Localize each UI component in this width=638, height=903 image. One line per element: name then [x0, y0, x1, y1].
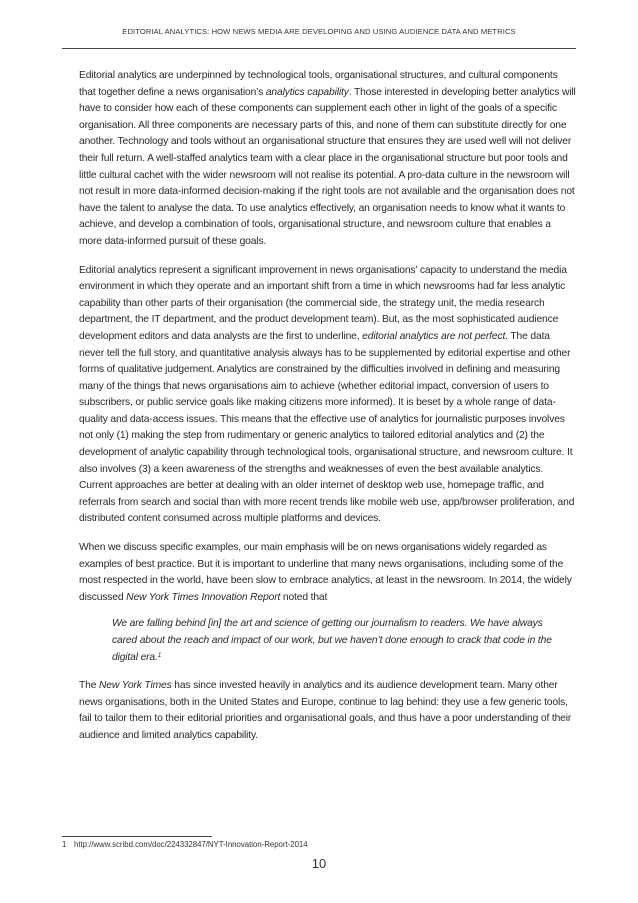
- paragraph-nyt-investment: [79, 678, 576, 744]
- paragraph-editorial-analytics: [79, 263, 576, 529]
- paragraph-text: . The data never tell the full story, and quantitative analysis always has to be supplemented by editorial expertise and other forms of qualitative judgement. Analytics are constrained by the difficulties involved in defining and measuring many of the things that news organisations aim to achieve (whether editorial impact, conversion of users to subscribers, or public service goals like making citizens more informed). It is beset by a whole range of data-quality and data-access issues. This means that the effective use of analytics for journalistic purposes involves not only (1) making the step from rudimentary or generic analytics to tailored editorial analytics and (2) the development of analytic capability through technological tools, organisational structure, and newsroom culture. It also involves (3) a keen awareness of the strengths and weaknesses of even the best available analytics. Current approaches are better at dealing with an older internet of desktop web use, homepage traffic, and referrals from search and social than with more recent trends like mobile web use, app/browser proliferation, and distributed content consumed across multiple platforms and devices.: [79, 330, 575, 525]
- paragraph-analytics-capability: [79, 68, 576, 251]
- emphasis-text: New York Times: [99, 680, 172, 692]
- paragraph-text: When we discuss specific examples, our main emphasis will be on news organisations widely regarded as examples of best practice. But it is important to underline that many news organisations, including some of the most respected in the world, have been slow to embrace analytics, at least in the newsroom. In 2014, the widely discussed: [79, 542, 572, 603]
- running-header: EDITORIAL ANALYTICS: HOW NEWS MEDIA ARE DEVELOPING AND USING AUDIENCE DATA AND METRICS: [122, 27, 516, 36]
- footnote-reference[interactable]: 1: [157, 651, 162, 659]
- emphasis-text: New York Times Innovation Report: [126, 591, 281, 603]
- paragraph-text: has since invested heavily in analytics and its audience development team. Many other news organisations, both in the United States and Europe, continue to lag behind: they use a few generic tools, fail to tailor them to their editorial priorities and organisational goals, and thus have a poor understanding of their audience and limited analytics capability.: [79, 680, 572, 741]
- emphasis-text: analytics capability: [265, 86, 349, 98]
- block-quote: [112, 616, 568, 666]
- body-text: [79, 68, 576, 757]
- paragraph-text: Editorial analytics are underpinned by technological tools, organisational structures, and cultural components that together define a news organisation’s: [79, 70, 558, 98]
- paragraph-text: The: [79, 680, 100, 692]
- paragraph-text: Editorial analytics represent a significant improvement in news organisations’ capacity to understand the media environment in which they operate and an important shift from a time in which newsrooms had far less analytic capability than other parts of their organisation (the commercial side, the strategy unit, the media research department, the IT department, and the product development team). But, as the most sophisticated audience development editors and data analysts are the first to underline,: [79, 264, 567, 342]
- quote-text: We are falling behind [in] the art and science of getting our journalism to readers. We have always cared about the reach and impact of our work, but we haven’t done enough to crack that code in the digital era.: [112, 618, 552, 663]
- paragraph-specific-examples: [79, 540, 576, 606]
- paragraph-text: . Those interested in developing better analytics will have to consider how each of these components can supplement each other in light of the goals of a specific organisation. All three components are necessary parts of this, and none of them can substitute directly for one another. Technology and tools without an organisational structure that ensures they are used well will not deliver their full return. A well-staffed analytics team with a clear place in the organisational structure but poor tools and little cultural cachet with the wider newsroom will not realise its potential. A pro-data culture in the newsroom will not result in more data-informed decision-making if the right tools are not available and the organisation does not have the talent to analyse the data. To use analytics effectively, an organisation needs to know what it wants to achieve, and develop a combination of tools, organisational structure, and newsroom culture that enables a more data-informed pursuit of these goals.: [79, 86, 576, 247]
- footnote: [62, 840, 308, 849]
- footnote-link[interactable]: http://www.scribd.com/doc/224332847/NYT-Innovation-Report-2014: [74, 840, 308, 849]
- emphasis-text: editorial analytics are not perfect: [362, 330, 506, 342]
- page-number: 10: [311, 856, 327, 871]
- header-divider: [62, 48, 576, 49]
- paragraph-text: noted that: [280, 591, 328, 603]
- footnote-divider: [62, 836, 212, 837]
- footnote-number: 1: [62, 840, 67, 849]
